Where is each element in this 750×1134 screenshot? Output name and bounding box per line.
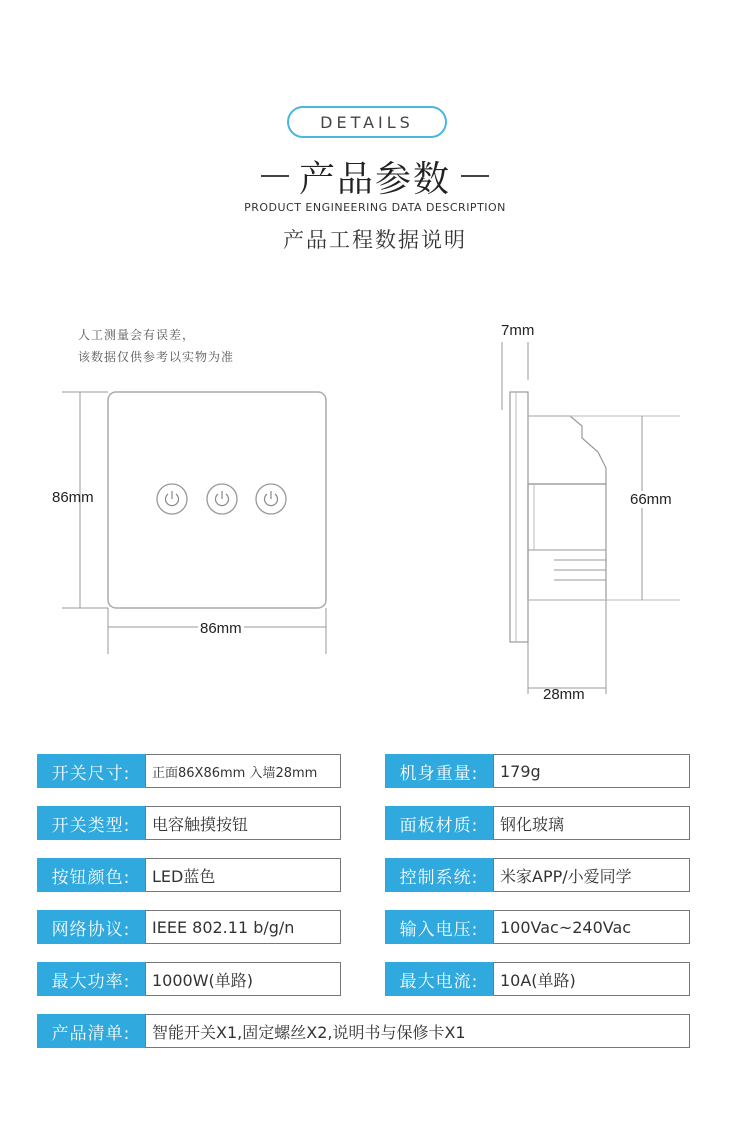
spec-size <box>37 754 341 788</box>
spec-value: 1000W(单路) <box>145 962 341 996</box>
spec-max-power <box>37 962 341 996</box>
front-width-label: 86mm <box>200 620 242 637</box>
front-view-drawing <box>0 380 360 660</box>
spec-input-voltage <box>385 910 690 944</box>
details-text: DETAILS <box>320 112 414 132</box>
spec-package-list <box>37 1014 690 1048</box>
spec-label: 按钮颜色: <box>37 858 145 892</box>
measure-note-line1: 人工测量会有误差， <box>78 328 196 342</box>
spec-value: IEEE 802.11 b/g/n <box>145 910 341 944</box>
spec-value: LED蓝色 <box>145 858 341 892</box>
side-thickness-label: 7mm <box>501 322 535 339</box>
spec-label: 面板材质: <box>385 806 493 840</box>
spec-value: 电容触摸按钮 <box>145 806 341 840</box>
spec-label: 产品清单: <box>37 1014 145 1048</box>
spec-label: 网络协议: <box>37 910 145 944</box>
side-view-drawing <box>490 320 690 710</box>
subtitle-english: PRODUCT ENGINEERING DATA DESCRIPTION <box>244 201 506 214</box>
spec-label: 控制系统: <box>385 858 493 892</box>
title-dash-right <box>461 175 489 177</box>
spec-weight <box>385 754 690 788</box>
spec-label: 输入电压: <box>385 910 493 944</box>
side-height-label: 66mm <box>630 491 672 508</box>
spec-button-color <box>37 858 341 892</box>
spec-value: 米家APP/小爱同学 <box>493 858 690 892</box>
spec-value: 正面86X86mm 入墙28mm <box>145 754 341 788</box>
spec-label: 机身重量: <box>385 754 493 788</box>
spec-network-protocol <box>37 910 341 944</box>
spec-value: 179g <box>493 754 690 788</box>
side-depth-label: 28mm <box>543 686 585 703</box>
spec-max-current <box>385 962 690 996</box>
switch-body-side <box>528 484 606 600</box>
spec-switch-type <box>37 806 341 840</box>
spec-label: 最大功率: <box>37 962 145 996</box>
measure-note-line2: 该数据仅供参考以实物为准 <box>78 350 235 364</box>
title-dash-left <box>261 175 289 177</box>
spec-value: 智能开关X1,固定螺丝X2,说明书与保修卡X1 <box>145 1014 690 1048</box>
details-pill <box>287 106 447 138</box>
section-title <box>0 152 750 200</box>
spec-label: 开关尺寸: <box>37 754 145 788</box>
spec-value: 钢化玻璃 <box>493 806 690 840</box>
spec-panel-material <box>385 806 690 840</box>
subtitle-chinese: 产品工程数据说明 <box>283 228 467 252</box>
spec-control-system <box>385 858 690 892</box>
spec-label: 开关类型: <box>37 806 145 840</box>
page-title: 产品参数 <box>298 158 451 200</box>
spec-value: 10A(单路) <box>493 962 690 996</box>
spec-label: 最大电流: <box>385 962 493 996</box>
spec-value: 100Vac~240Vac <box>493 910 690 944</box>
switch-panel <box>108 392 326 608</box>
front-height-label: 86mm <box>52 489 94 506</box>
glass-panel-side <box>510 392 528 642</box>
